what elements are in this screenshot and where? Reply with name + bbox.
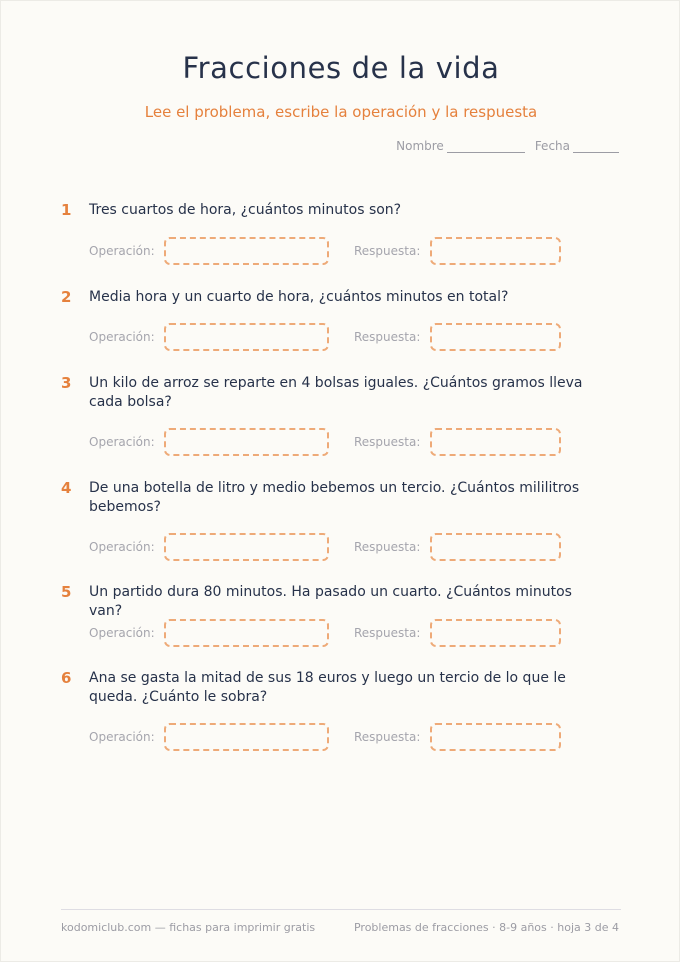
operation-label: Operación:: [89, 435, 155, 449]
problem-number: 1: [61, 201, 72, 219]
name-field[interactable]: [447, 139, 525, 153]
operation-box[interactable]: [164, 619, 329, 647]
operation-label: Operación:: [89, 540, 155, 554]
footer-site: kodomiclub.com — fichas para imprimir gratis: [61, 921, 316, 934]
student-info: [396, 139, 619, 153]
problem-number: 5: [61, 583, 72, 601]
operation-label: Operación:: [89, 244, 155, 258]
answer-row: [89, 323, 609, 353]
footer-sheet-info: Problemas de fracciones · 8-9 años · hoja 3 de 4: [353, 921, 619, 934]
answer-row: [89, 723, 609, 753]
answer-label: Respuesta:: [354, 435, 421, 449]
answer-box[interactable]: [430, 723, 561, 751]
page-title: Fracciones de la vida: [182, 51, 500, 85]
problem-number: 2: [61, 288, 72, 306]
problem-text: Un kilo de arroz se reparte en 4 bolsas iguales. ¿Cuántos gramos lleva cada bolsa?: [89, 375, 583, 410]
answer-label: Respuesta:: [354, 626, 421, 640]
operation-label: Operación:: [89, 730, 155, 744]
footer-divider: [61, 909, 621, 910]
answer-box[interactable]: [430, 237, 561, 265]
problem-number: 4: [61, 479, 72, 497]
operation-box[interactable]: [164, 237, 329, 265]
operation-box[interactable]: [164, 323, 329, 351]
problem-text: Un partido dura 80 minutos. Ha pasado un cuarto. ¿Cuántos minutos van?: [89, 584, 572, 619]
name-label: Nombre: [396, 139, 444, 153]
answer-box[interactable]: [430, 428, 561, 456]
answer-row: [89, 428, 609, 458]
date-label: Fecha: [534, 139, 570, 153]
answer-label: Respuesta:: [354, 330, 421, 344]
answer-box[interactable]: [430, 323, 561, 351]
operation-box[interactable]: [164, 723, 329, 751]
problem-number: 6: [61, 669, 72, 687]
answer-label: Respuesta:: [354, 730, 421, 744]
answer-box[interactable]: [430, 533, 561, 561]
page-subtitle: Lee el problema, escribe la operación y la respuesta: [144, 103, 538, 121]
answer-row: [89, 533, 609, 563]
problem-text: Tres cuartos de hora, ¿cuántos minutos son?: [89, 202, 402, 218]
answer-label: Respuesta:: [354, 244, 421, 258]
answer-row: [89, 619, 609, 649]
problem-text: Media hora y un cuarto de hora, ¿cuántos minutos en total?: [89, 289, 509, 305]
answer-box[interactable]: [430, 619, 561, 647]
answer-label: Respuesta:: [354, 540, 421, 554]
date-field[interactable]: [573, 139, 619, 153]
operation-box[interactable]: [164, 428, 329, 456]
problem-text: De una botella de litro y medio bebemos un tercio. ¿Cuántos mililitros bebemos?: [89, 480, 580, 515]
problem-number: 3: [61, 374, 72, 392]
answer-row: [89, 237, 609, 267]
operation-label: Operación:: [89, 330, 155, 344]
problem-text: Ana se gasta la mitad de sus 18 euros y luego un tercio de lo que le queda. ¿Cuánto le sobra?: [89, 670, 566, 705]
operation-box[interactable]: [164, 533, 329, 561]
operation-label: Operación:: [89, 626, 155, 640]
